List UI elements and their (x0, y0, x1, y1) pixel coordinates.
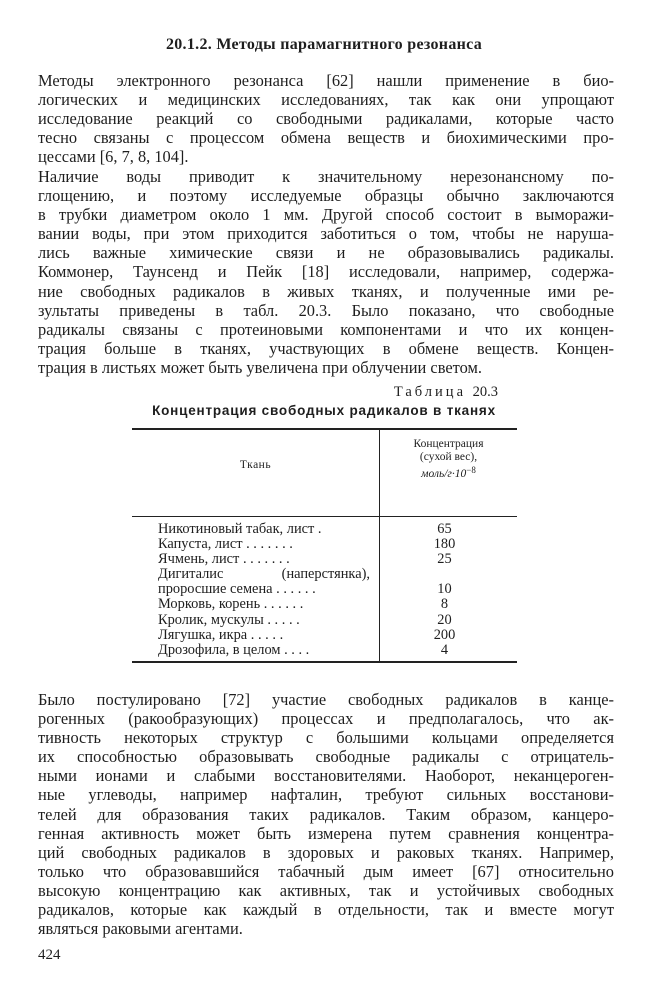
conc-header-line2: (сухой вес), (419, 451, 478, 463)
table-row (132, 582, 517, 597)
paragraph-3 (38, 690, 614, 938)
text-line: исследование реакций со свободными радикалами, которые часто (38, 109, 614, 129)
text-line: только что образовавшийся табачный дым имеет [67] относительно (38, 861, 614, 881)
text-line: цессами [6, 7, 8, 104]. (38, 147, 189, 167)
tissue-name: Дигиталис (наперстянка), (158, 567, 370, 583)
tissue-name: Лягушка, икра . . . . . (158, 627, 284, 643)
table-row (132, 628, 517, 643)
paragraph-1 (38, 71, 614, 166)
concentration-value: 200 (433, 626, 456, 643)
text-line: трация больше в тканях, участвующих в обмене веществ. Концен- (38, 338, 614, 358)
concentration-value: 65 (437, 521, 452, 537)
conc-header-exponent: −8 (466, 465, 476, 475)
table-row (132, 613, 517, 628)
concentration-value: 20 (437, 611, 452, 628)
text-line: Наличие воды приводит к значительному нерезонансному по- (38, 167, 614, 186)
text-line: телей для образования таких радикалов. Таким образом, канцеро- (38, 804, 614, 824)
table-title: Концентрация свободных радикалов в тканях (152, 403, 496, 418)
table-row (132, 522, 517, 537)
text-line: рогенных (ракообразующих) процессах и предполагалось, что ак- (38, 709, 614, 729)
radicals-table (132, 428, 517, 662)
text-line: ние свободных радикалов в живых тканях, и полученные ими ре- (38, 281, 614, 301)
text-line: радикалов, которые как каждый в отдельности, так и вместе могут (38, 900, 614, 920)
table-label: Таблица (393, 384, 466, 400)
section-heading: 20.1.2. Методы парамагнитного резонанса (165, 36, 483, 53)
text-line: Было постулировано [72] участие свободных радикалов в канце- (38, 690, 614, 709)
column-header-tissue: Ткань (239, 459, 272, 471)
table-row (132, 643, 517, 658)
paragraph-2 (38, 167, 614, 377)
table-row (132, 537, 517, 552)
page-number: 424 (38, 947, 61, 963)
tissue-name: Дрозофила, в целом . . . . (158, 642, 310, 658)
conc-header-unit-line (380, 464, 517, 481)
text-line: ные углеводы, например нафталин, требуют сильных восстанови- (38, 785, 614, 805)
text-line: радикалы связаны с протеиновыми компонентами и что их концен- (38, 319, 614, 339)
text-line: зультаты приведены в табл. 20.3. Было показано, что свободные (38, 300, 614, 320)
text-line: логических и медицинских исследованиях, так как они упрощают (38, 90, 614, 110)
text-line: в трубки диаметром около 1 мм. Другой способ состоит в выморажи- (38, 205, 614, 225)
concentration-value: 10 (437, 581, 452, 598)
table-bottom-rule (132, 661, 517, 663)
text-line: ций свободных радикалов в здоровых и раковых тканях. Например, (38, 842, 614, 862)
table-row (132, 552, 517, 567)
text-line: вании воды, при этом приходится заботиться о том, чтобы не наруша- (38, 224, 614, 244)
text-line: Коммонер, Таунсенд и Пейк [18] исследовали, например, содержа- (38, 262, 614, 282)
text-line: высокую концентрацию как активных, так и устойчивых свободных (38, 880, 614, 900)
text-line: их способностью образовывать свободные радикалы с отрицатель- (38, 747, 614, 767)
text-line: лись важные химические связи и не образовывались радикалы. (38, 243, 614, 263)
concentration-value: 4 (440, 641, 449, 658)
tissue-name: Капуста, лист . . . . . . . (158, 537, 293, 553)
table-body (132, 522, 517, 658)
text-line: Методы электронного резонанса [62] нашли применение в био- (38, 71, 614, 90)
conc-header-line1: Концентрация (413, 438, 484, 450)
concentration-value: 180 (433, 536, 456, 553)
conc-header-unit: моль/г·10 (421, 468, 467, 480)
text-line: генная активность может быть измерена путем сравнения концентра- (38, 823, 614, 843)
tissue-name: проросшие семена . . . . . . (158, 582, 316, 598)
tissue-name: Никотиновый табак, лист . (158, 522, 322, 537)
text-line: глощению, и поэтому исследуемые образцы обычно заключаются (38, 186, 614, 206)
column-header-concentration (380, 438, 517, 481)
tissue-name: Ячмень, лист . . . . . . . (158, 552, 290, 568)
text-line: тесно связаны с процессом обмена веществ и биохимическими про- (38, 128, 614, 148)
concentration-value: 25 (437, 551, 452, 568)
text-line: тивность некоторых структур с большими кольцами определяется (38, 728, 614, 748)
text-line: являться раковыми агентами. (38, 919, 243, 939)
table-top-rule (132, 428, 517, 430)
concentration-value: 8 (440, 596, 449, 613)
tissue-name: Кролик, мускулы . . . . . (158, 612, 300, 628)
table-number-value: 20.3 (472, 384, 498, 400)
tissue-name: Морковь, корень . . . . . . (158, 597, 304, 613)
text-line: трация в листьях может быть увеличена при облучении светом. (38, 357, 482, 377)
table-header-rule (132, 516, 517, 517)
text-line: ными ионами и слабыми восстановителями. Наоборот, неканцероген- (38, 766, 614, 786)
table-row (132, 567, 517, 582)
table-row (132, 597, 517, 612)
table-number (360, 384, 600, 401)
